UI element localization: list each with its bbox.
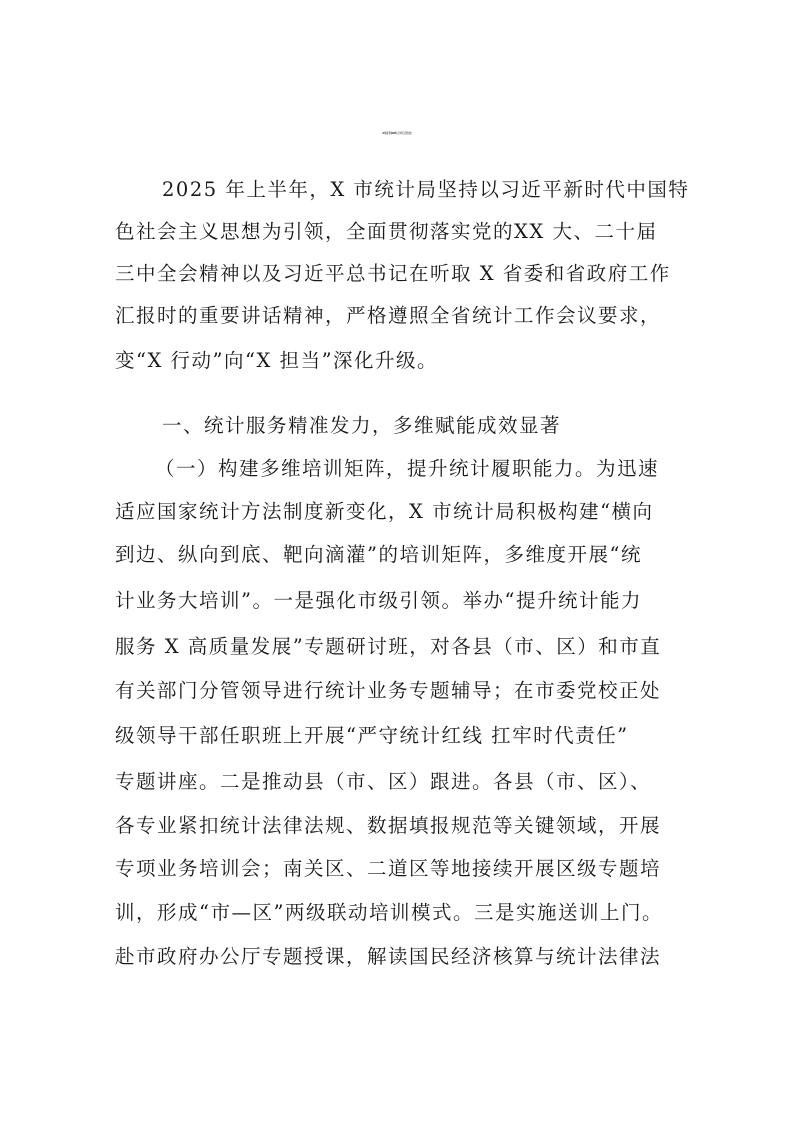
section-1-line-4: 计业务大培训”。一是强化市级引领。举办“提升统计能力 xyxy=(115,589,642,612)
section-1-line-8: 专题讲座。二是推动县（市、区）跟进。各县（市、区）、 xyxy=(115,770,652,793)
section-1-line-12: 赴市政府办公厅专题授课，解读国民经济核算与统计法律法 xyxy=(115,945,662,968)
document-title: X 市统计局 2025 年上半年工作总结 xyxy=(382,131,411,135)
section-1-line-11: 训，形成“市—区”两级联动培训模式。三是实施送训上门。 xyxy=(115,901,663,924)
intro-line-1: 2025 年上半年，X 市统计局坚持以习近平新时代中国特 xyxy=(162,178,690,201)
intro-line-2: 色社会主义思想为引领，全面贯彻落实党的XX 大、二十届 xyxy=(115,220,658,243)
section-1-line-1: （一）构建多维培训矩阵，提升统计履职能力。为迅速 xyxy=(155,457,660,480)
section-1-heading: 一、统计服务精准发力，多维赋能成效显著 xyxy=(162,414,562,437)
section-1-line-6: 有关部门分管领导进行统计业务专题辅导；在市委党校正处 xyxy=(115,679,662,702)
section-1-line-2: 适应国家统计方法制度新变化，X 市统计局积极构建“横向 xyxy=(115,500,654,523)
section-1-line-10: 专项业务培训会；南关区、二道区等地接续开展区级专题培 xyxy=(115,857,662,880)
section-1-line-3: 到边、纵向到底、靶向滴灌”的培训矩阵，多维度开展“统 xyxy=(115,543,642,566)
section-1-line-9: 各专业紧扣统计法律法规、数据填报规范等关键领域，开展 xyxy=(115,814,662,837)
intro-line-5: 变“X 行动”向“X 担当”深化升级。 xyxy=(115,349,439,372)
intro-line-4: 汇报时的重要讲话精神，严格遵照全省统计工作会议要求， xyxy=(115,304,662,327)
intro-line-3: 三中全会精神以及习近平总书记在听取 X 省委和省政府工作 xyxy=(115,262,671,285)
section-1-line-7: 级领导干部任职班上开展“严守统计红线 扛牢时代责任” xyxy=(115,724,629,747)
section-1-line-5: 服务 X 高质量发展”专题研讨班，对各县（市、区）和市直 xyxy=(115,635,662,658)
